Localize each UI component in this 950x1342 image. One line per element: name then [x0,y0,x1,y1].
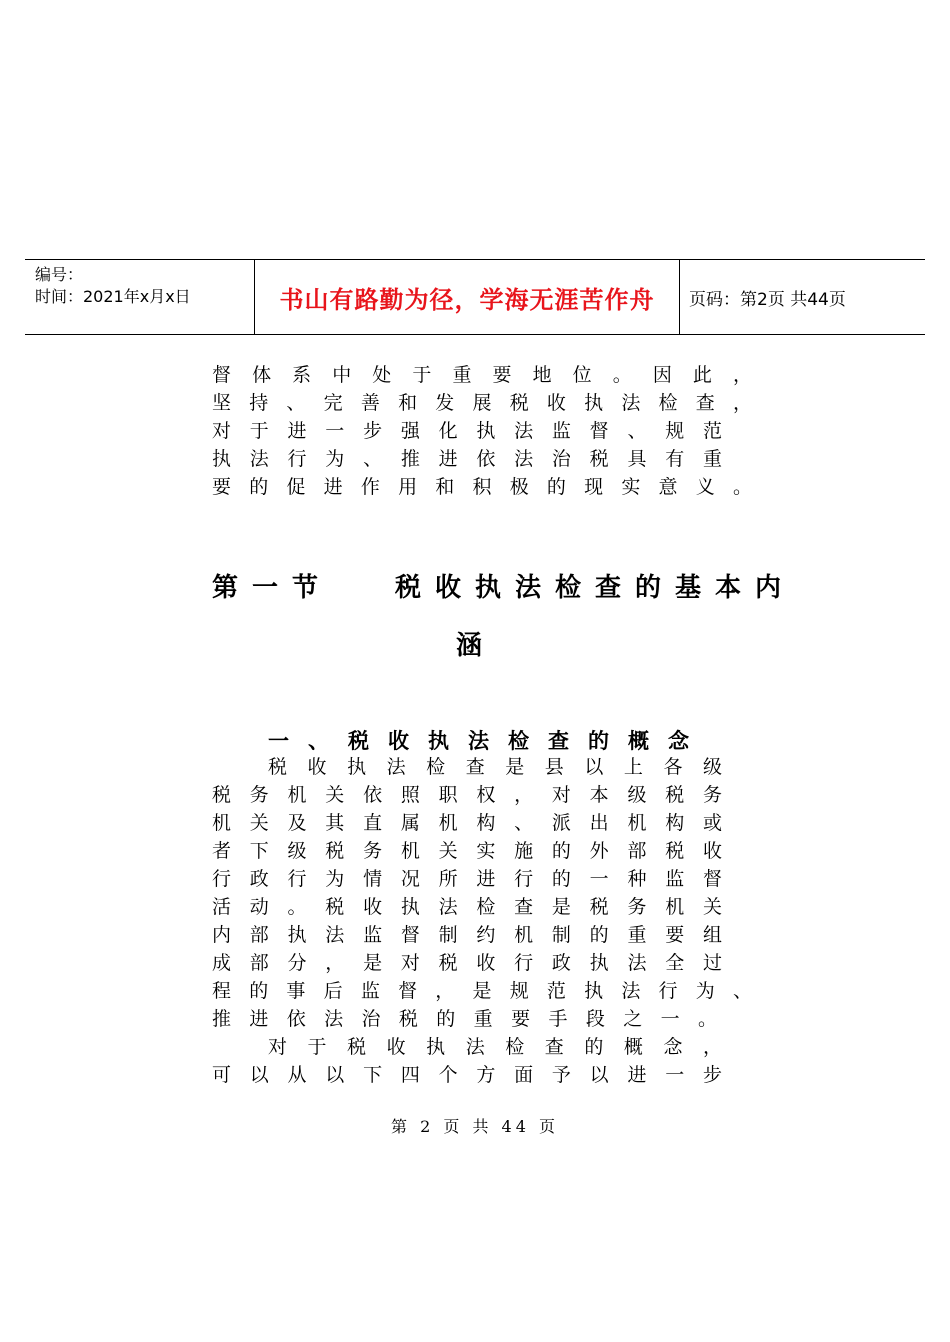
paragraph-line: 程的事后监督，是规范执法行为、 [212,980,752,1002]
paragraph-line: 可以从以下四个方面予以进一步 [212,1064,722,1086]
paragraph-line: 对于税收执法检查的概念， [268,1036,722,1058]
intro-line: 督体系中处于重要地位。因此， [212,364,752,386]
intro-line: 对于进一步强化执法监督、规范 [212,420,722,442]
intro-line: 要的促进作用和积极的现实意义。 [212,476,752,498]
subheading: 一、税收执法检查的概念 [268,728,708,753]
section-heading: 第一节 税收执法检查的基本内 [212,573,796,603]
paragraph-line: 内部执法监督制约机制的重要组 [212,924,722,946]
paragraph-line: 机关及其直属机构、派出机构或 [212,812,722,834]
intro-line: 执法行为、推进依法治税具有重 [212,448,722,470]
number-label: 编号： [35,265,84,284]
divider [679,260,680,335]
paragraph-line: 成部分，是对税收行政执法全过 [212,952,722,974]
time-label: 时间：2021年x月x日 [35,287,191,306]
paragraph-line: 税收执法检查是县以上各级 [268,756,722,778]
header-meta [35,264,191,308]
paragraph-line: 活动。税收执法检查是税务机关 [212,896,722,918]
paragraph-line: 者下级税务机关实施的外部税收 [212,840,722,862]
intro-line: 坚持、完善和发展税收执法检查， [212,392,752,414]
paragraph-line: 税务机关依照职权，对本级税务 [212,784,722,806]
page-footer: 第 2 页 共 44 页 [391,1117,559,1136]
paragraph-line: 行政行为情况所进行的一种监督 [212,868,722,890]
section-heading-cont: 涵 [456,631,497,661]
header-table [25,259,925,335]
header-page-info: 页码：第2页 共44页 [689,290,846,310]
paragraph-line: 推进依法治税的重要手段之一。 [212,1008,717,1030]
header-motto: 书山有路勤为径，学海无涯苦作舟 [279,286,655,314]
